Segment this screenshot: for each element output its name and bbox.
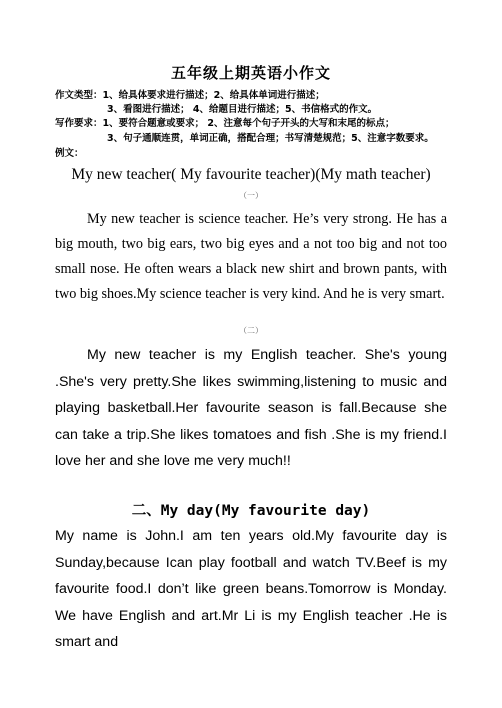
section-marker-2: （二）: [239, 326, 263, 335]
example-label: 例文：: [55, 148, 84, 159]
essay-paragraph-3: My name is John.I am ten years old.My favourite day is Sunday,because Ican play football and watch TV.Beef is my favourite food.I don’t like green beans.Tomorrow is Monday. We have English and art.Mr Li is my English teacher .He is smart and: [55, 528, 447, 650]
section-2-heading: 二、My day(My favourite day): [131, 503, 371, 519]
essay-types-line-2: 3、看图进行描述； 4、给题目进行描述；5、书信格式的作文。: [107, 104, 378, 115]
section-marker-1: （一）: [239, 191, 263, 200]
writing-requirements-line-1: 写作要求：1、要符合题意或要求； 2、注意每个句子开头的大写和末尾的标点；: [55, 118, 395, 129]
essay-types-line-1: 作文类型：1、给具体要求进行描述；2、给具体单词进行描述；: [55, 90, 325, 101]
essay-paragraph-1: My new teacher is science teacher. He’s very strong. He has a big mouth, two big ears, two big eyes and a not too big and not too small nose. He often wears a black new shirt and brown pants, with two big shoes.My science teacher is very kind. And he is very smart.: [55, 211, 447, 302]
essay-1-title: My new teacher( My favourite teacher)(My math teacher): [71, 166, 431, 183]
essay-paragraph-2: My new teacher is my English teacher. She's young .She's very pretty.She likes swimming,listening to music and playing basketball.Her favourite season is fall.Because she can take a trip.She likes tomatoes and fish .She is my friend.I love her and she love me very much!!: [55, 347, 447, 469]
writing-requirements-line-2: 3、句子通顺连贯，单词正确，搭配合理；书写清楚规范；5、注意字数要求。: [107, 133, 434, 144]
document-title: 五年级上期英语小作文: [170, 64, 331, 82]
